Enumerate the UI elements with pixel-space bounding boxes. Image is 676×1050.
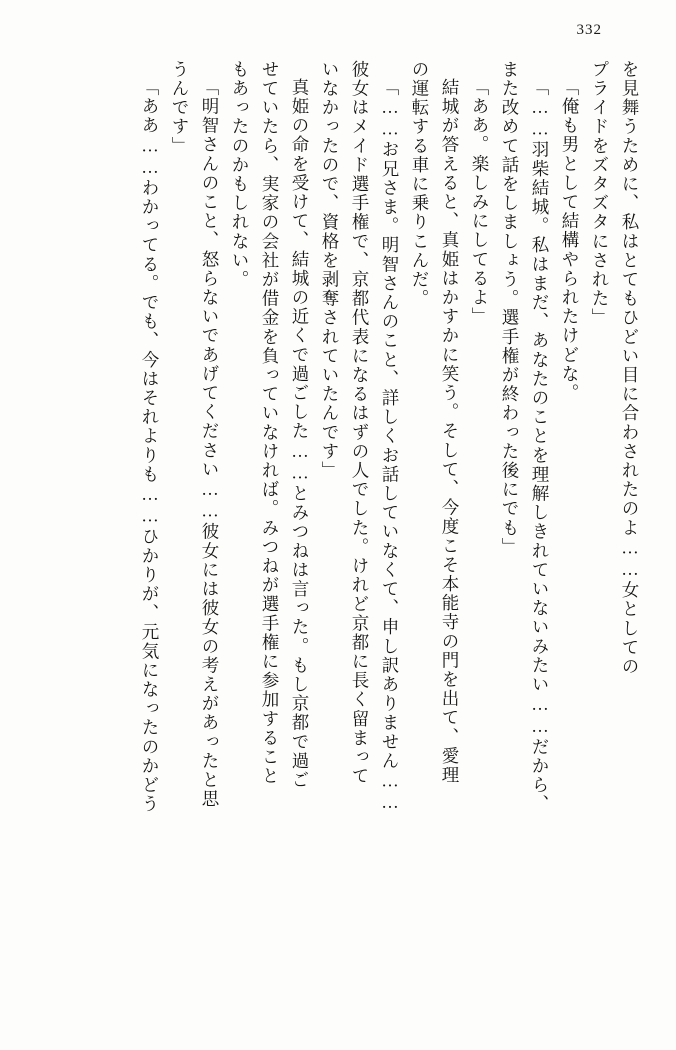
- text-line: せていたら、実家の会社が借金を負っていなければ。みつねが選手権に参加すること: [260, 60, 280, 786]
- text-line: 「ああ……わかってる。でも、今はそれよりも……ひかりが、元気になったのかどう: [140, 78, 160, 814]
- text-line: 結城が答えると、真姫はかすかに笑う。そして、今度こそ本能寺の門を出て、愛理: [440, 78, 460, 785]
- text-line: 「俺も男として結構やられたけどな。: [560, 78, 580, 403]
- text-line: を見舞うために、私はとてもひどい目に合わされたのよ……女としての: [620, 60, 640, 677]
- text-line: の運転する車に乗りこんだ。: [410, 60, 430, 309]
- text-line: もあったのかもしれない。: [230, 60, 250, 290]
- page-text-body: [38, 60, 638, 1010]
- text-line: また改めて話をしましょう。選手権が終わった後にでも」: [500, 60, 520, 557]
- text-line: 「……お兄さま。明智さんのこと、詳しくお話していなくて、申し訳ありません……: [380, 78, 400, 814]
- text-line: 彼女はメイド選手権で、京都代表になるはずの人でした。けれど京都に長く留まって: [350, 60, 370, 786]
- text-line: 真姫の命を受けて、結城の近くで過ごした……とみつねは言った。もし京都で過ご: [290, 78, 310, 790]
- text-line: うんです」: [170, 60, 190, 156]
- text-line: 「明智さんのこと、怒らないであげてください……彼女には彼女の考えがあったと思: [200, 78, 220, 809]
- text-line: 「ああ。楽しみにしてるよ」: [470, 78, 490, 327]
- text-line: 「……羽柴結城。私はまだ、あなたのことを理解しきれていないみたい……だから、: [530, 78, 550, 814]
- text-line: いなかったので、資格を剥奪されていたんです」: [320, 60, 340, 481]
- text-line: プライドをズタズタにされた」: [590, 60, 610, 328]
- page-number: 332: [576, 22, 602, 38]
